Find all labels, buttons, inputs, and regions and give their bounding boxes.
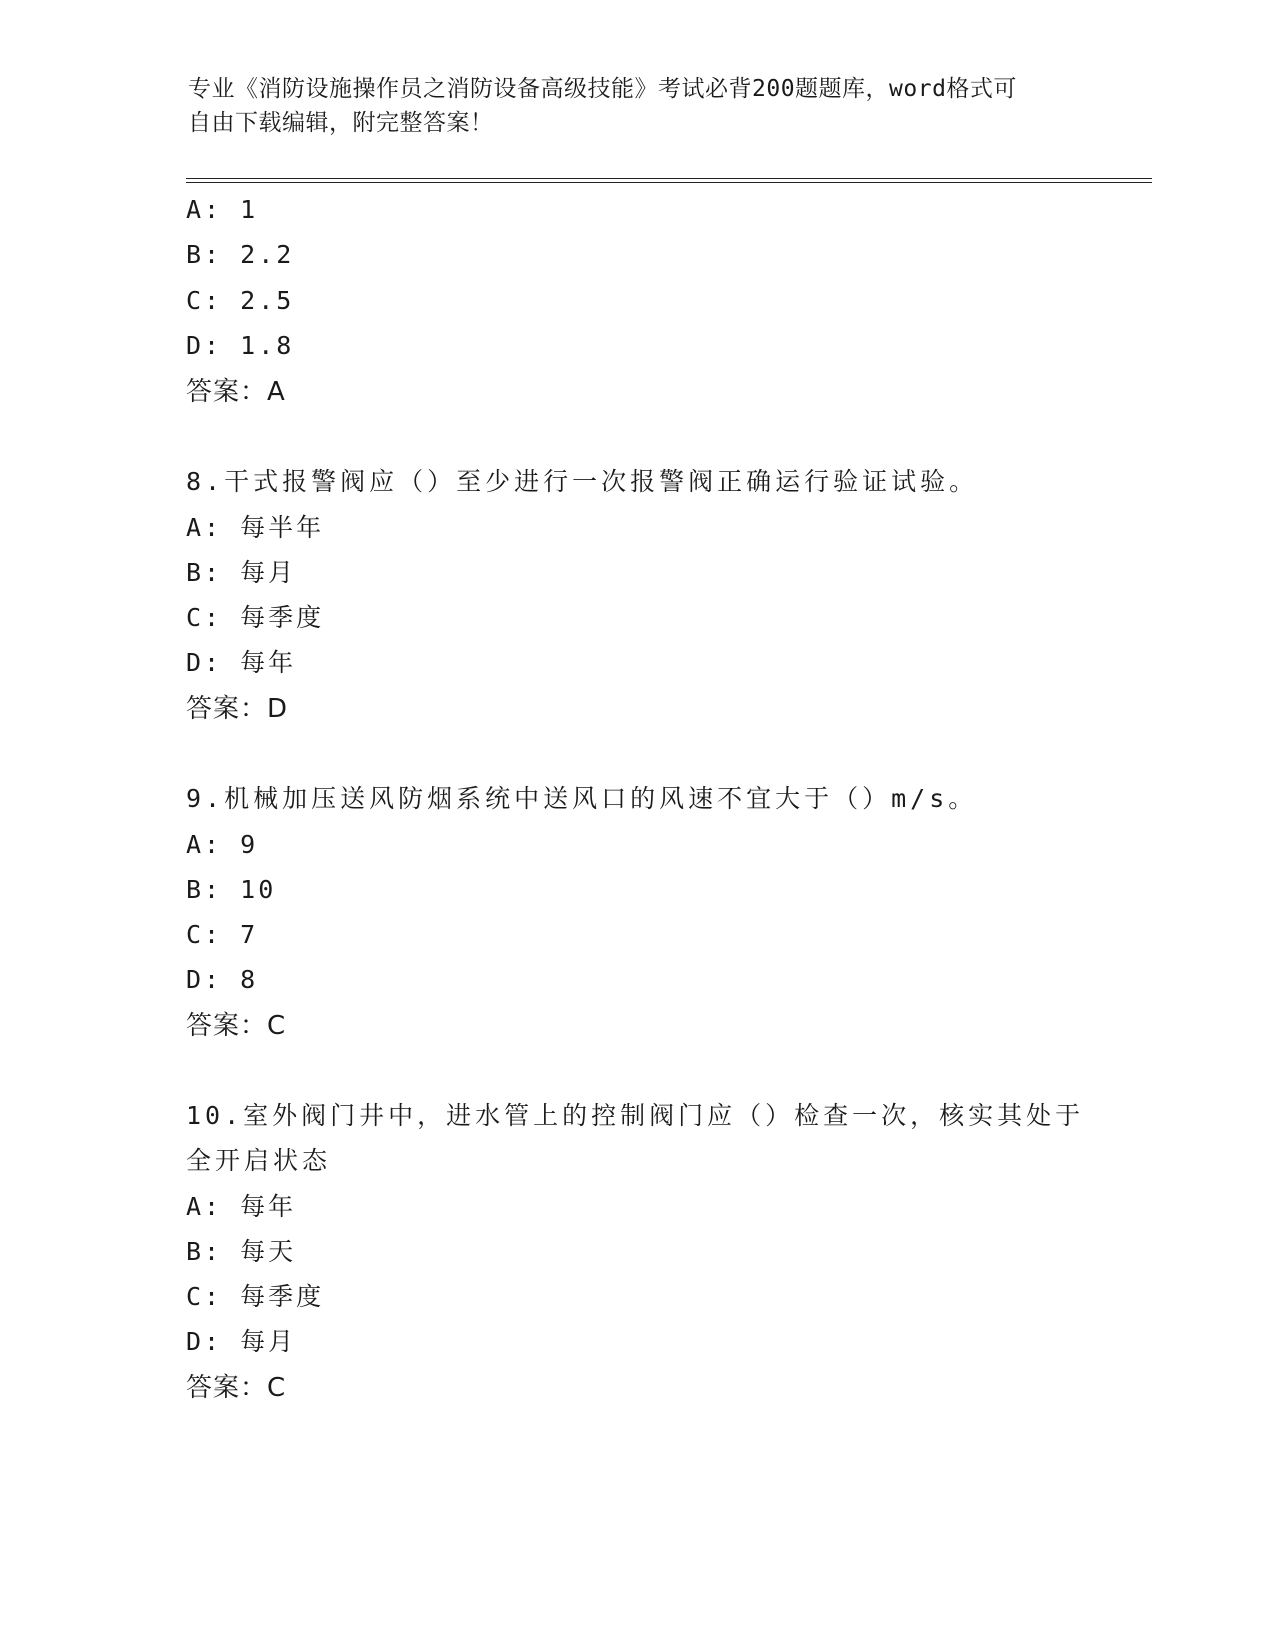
q7-option-c: C: 2.5	[186, 286, 295, 315]
q10-option-c: C: 每季度	[186, 1282, 325, 1311]
q10-option-a: A: 每年	[186, 1192, 297, 1221]
document-header	[188, 72, 1068, 140]
q9-option-a: A: 9	[186, 830, 259, 859]
q7-option-b: B: 2.2	[186, 240, 295, 269]
q9-option-c: C: 7	[186, 920, 259, 949]
q8-option-c: C: 每季度	[186, 603, 325, 632]
q10-answer: 答案：C	[186, 1373, 287, 1403]
q7-option-a: A: 1	[186, 195, 259, 224]
q7-answer: 答案：A	[186, 377, 286, 407]
q9-answer: 答案：C	[186, 1011, 287, 1041]
header-divider-top	[186, 178, 1152, 179]
header-title-line-1: 专业《消防设施操作员之消防设备高级技能》考试必背200题题库，word格式可	[188, 76, 1017, 102]
q8-option-a: A: 每半年	[186, 513, 325, 542]
q9-option-d: D: 8	[186, 965, 259, 994]
header-title-line-2: 自由下载编辑，附完整答案！	[188, 110, 494, 136]
header-divider-bottom	[186, 182, 1152, 183]
q7-option-d: D: 1.8	[186, 331, 295, 360]
q9-question: 9.机械加压送风防烟系统中送风口的风速不宜大于（）m/s。	[186, 784, 978, 813]
q9-option-b: B: 10	[186, 875, 277, 904]
q8-option-b: B: 每月	[186, 558, 297, 587]
q10-question-line-1: 10.室外阀门井中，进水管上的控制阀门应（）检查一次，核实其处于	[186, 1101, 1085, 1130]
q8-option-d: D: 每年	[186, 648, 297, 677]
q10-option-d: D: 每月	[186, 1327, 297, 1356]
q8-question: 8.干式报警阀应（）至少进行一次报警阀正确运行验证试验。	[186, 467, 979, 496]
q8-answer: 答案：D	[186, 694, 289, 724]
q10-question-line-2: 全开启状态	[186, 1146, 332, 1175]
q10-option-b: B: 每天	[186, 1237, 297, 1266]
